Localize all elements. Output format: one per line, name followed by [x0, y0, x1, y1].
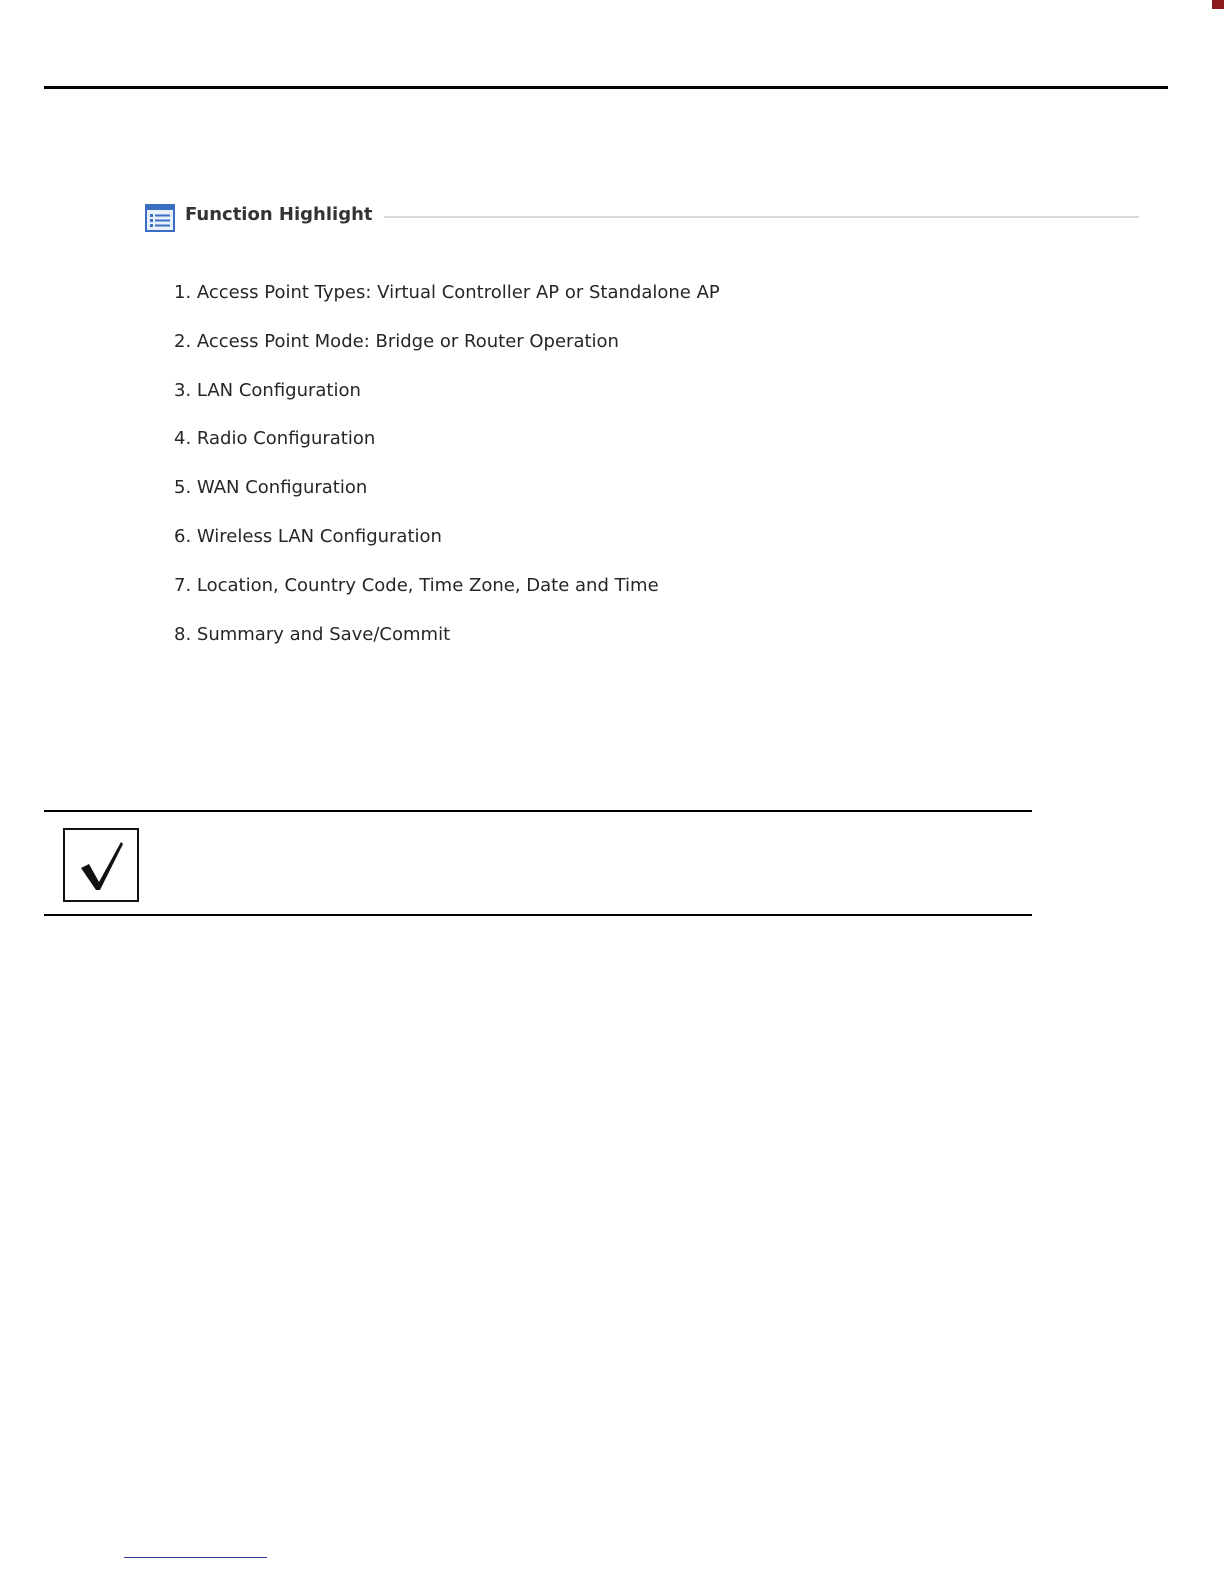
list-item: 1. Access Point Types: Virtual Controller AP or Standalone AP [174, 282, 720, 303]
list-item: 8. Summary and Save/Commit [174, 623, 451, 645]
footer-link-underline[interactable] [124, 1557, 267, 1558]
page-edge-accent [1212, 0, 1224, 9]
list-item: 7. Location, Country Code, Time Zone, Date and Time [174, 574, 659, 596]
list-item: 5. WAN Configuration [174, 477, 368, 499]
function-highlight-title: Function Highlight [185, 204, 373, 225]
note-top-rule [44, 810, 1032, 812]
list-item: 3. LAN Configuration [174, 379, 361, 401]
header-rule [44, 86, 1168, 89]
note-bottom-rule [44, 914, 1032, 916]
function-highlight-list [174, 278, 720, 668]
list-item: 4. Radio Configuration [174, 428, 376, 450]
function-highlight-divider [384, 216, 1139, 218]
function-highlight-header [145, 202, 1139, 232]
checkmark-icon [63, 828, 139, 902]
list-icon [145, 204, 175, 232]
list-item: 2. Access Point Mode: Bridge or Router Operation [174, 330, 619, 352]
list-item: 6. Wireless LAN Configuration [174, 525, 442, 547]
